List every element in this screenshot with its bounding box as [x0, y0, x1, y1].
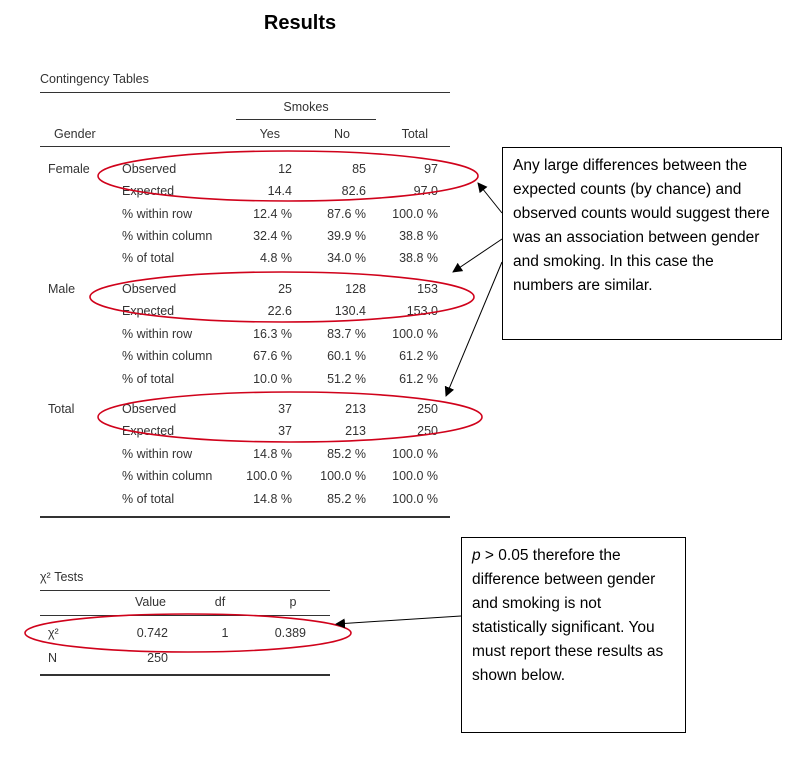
chi-section-title: χ² Tests	[40, 570, 84, 584]
cell-no: 83.7 %	[327, 327, 366, 341]
row-label: % of total	[122, 492, 175, 506]
cell-total: 97.0	[413, 184, 438, 198]
cell-yes: 12.4 %	[253, 207, 292, 221]
group-label-female: Female	[48, 162, 90, 176]
n-row-label: N	[48, 651, 58, 665]
cell-yes: 10.0 %	[253, 372, 292, 386]
cell-no: 39.9 %	[327, 229, 366, 243]
cell-total: 250	[417, 402, 438, 416]
cell-yes: 32.4 %	[253, 229, 292, 243]
col-header-yes: Yes	[259, 127, 280, 141]
cell-yes: 22.6	[267, 304, 292, 318]
col-header-total: Total	[401, 127, 428, 141]
annotation-text: > 0.05 therefore the difference between gender and smoking is not statistically significant. You must report these results as shown below.	[472, 547, 664, 684]
chi-header-p: p	[289, 595, 297, 609]
cell-no: 85	[352, 162, 366, 176]
cell-total: 100.0 %	[392, 327, 438, 341]
row-label: % within column	[122, 229, 213, 243]
cell-total: 100.0 %	[392, 469, 438, 483]
cell-total: 153.0	[406, 304, 438, 318]
col-header-no: No	[334, 127, 350, 141]
cell-no: 34.0 %	[327, 251, 366, 265]
group-label-male: Male	[48, 282, 76, 296]
cell-no: 213	[345, 402, 366, 416]
chi-value: 0.742	[136, 626, 168, 640]
cell-no: 85.2 %	[327, 492, 366, 506]
p-symbol: p	[472, 547, 481, 564]
cell-total: 38.8 %	[399, 251, 438, 265]
cell-yes: 67.6 %	[253, 349, 292, 363]
cell-total: 97	[424, 162, 438, 176]
row-label: Observed	[122, 162, 177, 176]
cell-no: 60.1 %	[327, 349, 366, 363]
cell-total: 250	[417, 424, 438, 438]
cell-total: 61.2 %	[399, 372, 438, 386]
cell-no: 85.2 %	[327, 447, 366, 461]
chi-header-value: Value	[134, 595, 166, 609]
cell-yes: 37	[278, 402, 292, 416]
cell-yes: 16.3 %	[253, 327, 292, 341]
n-value: 250	[147, 651, 168, 665]
row-label: Observed	[122, 402, 177, 416]
cell-no: 128	[345, 282, 366, 296]
cell-no: 82.6	[341, 184, 366, 198]
cell-yes: 14.8 %	[253, 447, 292, 461]
chi-header-df: df	[214, 595, 226, 609]
row-label: Expected	[122, 184, 175, 198]
col-header-gender: Gender	[54, 127, 96, 141]
row-label: Expected	[122, 304, 175, 318]
cell-yes: 12	[278, 162, 292, 176]
arrow-to-total	[446, 262, 502, 396]
highlight-ellipse-total	[98, 392, 482, 442]
cell-total: 100.0 %	[392, 492, 438, 506]
cell-total: 153	[417, 282, 438, 296]
row-label: % of total	[122, 251, 175, 265]
chi-row-label: χ²	[48, 626, 59, 640]
row-label: % within row	[122, 447, 193, 461]
group-label-total: Total	[48, 402, 75, 416]
cell-yes: 14.8 %	[253, 492, 292, 506]
cell-yes: 14.4	[267, 184, 292, 198]
cell-total: 100.0 %	[392, 207, 438, 221]
arrow-to-female	[478, 183, 502, 213]
row-label: % within column	[122, 469, 213, 483]
arrow-to-male	[453, 239, 502, 272]
smokes-group-header: Smokes	[283, 100, 329, 114]
chi-p: 0.389	[274, 626, 306, 640]
annotation-text: Any large differences between the expected counts (by chance) and observed counts would suggest there was an association between gender and smoking. In this case the numbers are similar.	[513, 157, 770, 294]
cell-yes: 37	[278, 424, 292, 438]
row-label: Expected	[122, 424, 175, 438]
cell-total: 38.8 %	[399, 229, 438, 243]
cell-total: 61.2 %	[399, 349, 438, 363]
cell-no: 51.2 %	[327, 372, 366, 386]
cell-yes: 100.0 %	[246, 469, 292, 483]
page-title: Results	[263, 12, 337, 34]
cell-yes: 4.8 %	[260, 251, 292, 265]
highlight-ellipse-male	[90, 272, 474, 322]
highlight-ellipse-chi	[25, 614, 351, 652]
cell-no: 130.4	[334, 304, 366, 318]
row-label: % within row	[122, 207, 193, 221]
cell-no: 100.0 %	[320, 469, 366, 483]
cell-no: 213	[345, 424, 366, 438]
row-label: % of total	[122, 372, 175, 386]
cell-total: 100.0 %	[392, 447, 438, 461]
chi-df: 1	[221, 626, 229, 640]
arrow-to-chi	[336, 616, 461, 624]
cell-no: 87.6 %	[327, 207, 366, 221]
highlight-ellipse-female	[98, 151, 478, 201]
row-label: % within column	[122, 349, 213, 363]
contingency-section-title: Contingency Tables	[40, 72, 149, 86]
cell-yes: 25	[278, 282, 292, 296]
row-label: Observed	[122, 282, 177, 296]
row-label: % within row	[122, 327, 193, 341]
